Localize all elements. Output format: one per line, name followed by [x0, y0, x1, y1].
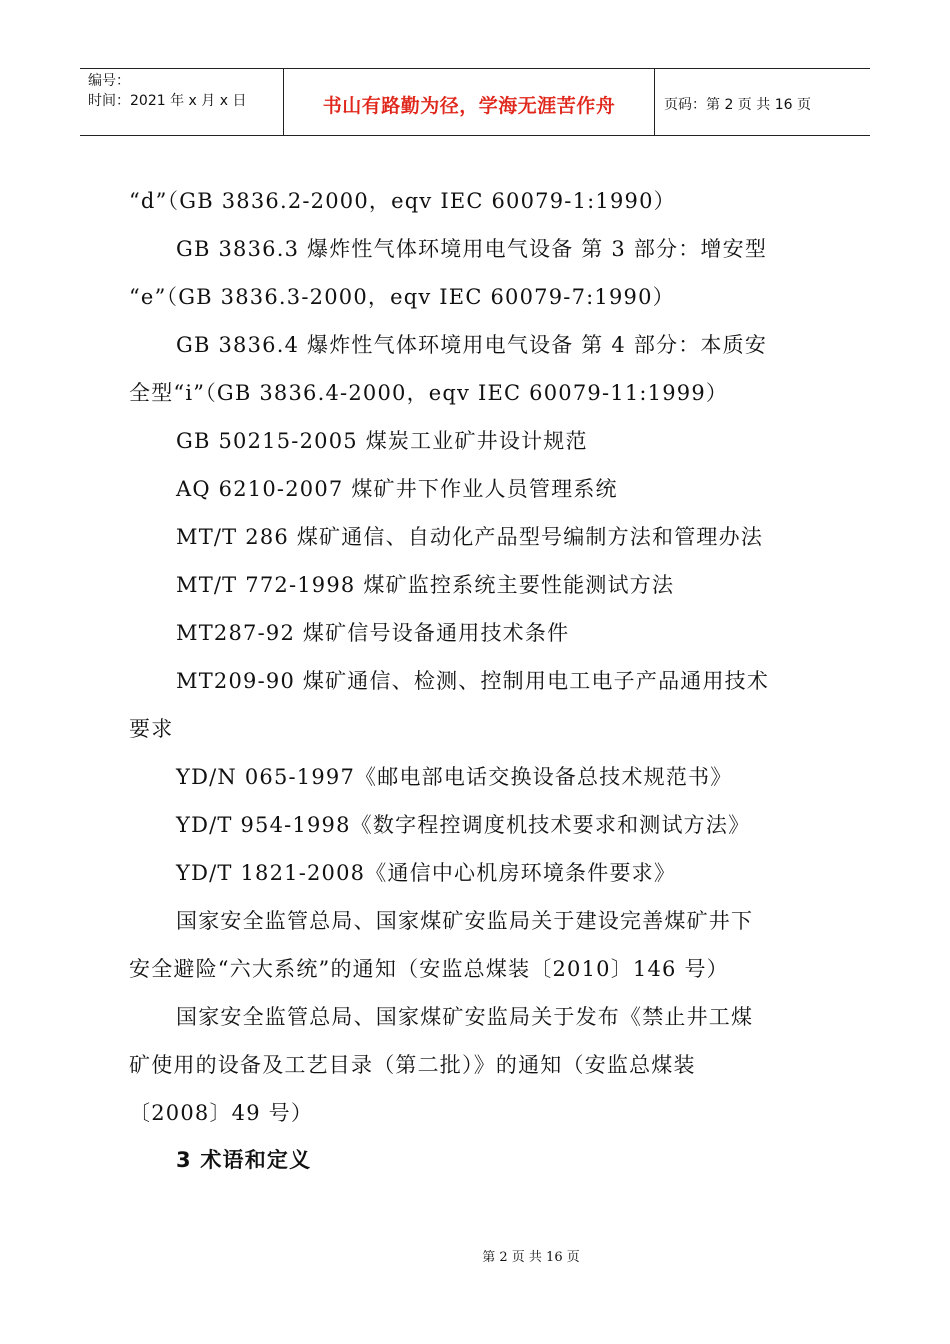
body-line: 全型“i”（GB 3836.4-2000，eqv IEC 60079-11:1999） — [129, 381, 729, 405]
page-footer: 第 2 页 共 16 页 — [482, 1250, 580, 1265]
document-time-label: 时间：2021 年 x 月 x 日 — [88, 93, 247, 109]
body-line: MT209-90 煤矿通信、检测、控制用电工电子产品通用技术 — [176, 669, 770, 693]
body-line: YD/T 954-1998《数字程控调度机技术要求和测试方法》 — [176, 813, 751, 837]
body-line: GB 3836.4 爆炸性气体环境用电气设备 第 4 部分：本质安 — [176, 333, 768, 357]
page-header — [80, 68, 870, 136]
body-line: MT287-92 煤矿信号设备通用技术条件 — [176, 621, 570, 645]
body-line: “e”（GB 3836.3-2000，eqv IEC 60079-7:1990） — [129, 285, 675, 309]
body-line: 国家安全监管总局、国家煤矿安监局关于发布《禁止井工煤 — [176, 1005, 754, 1029]
header-page-info: 页码：第 2 页 共 16 页 — [664, 97, 811, 113]
body-line: MT/T 286 煤矿通信、自动化产品型号编制方法和管理办法 — [176, 525, 764, 549]
header-motto: 书山有路勤为径，学海无涯苦作舟 — [322, 94, 616, 117]
body-line: 国家安全监管总局、国家煤矿安监局关于建设完善煤矿井下 — [176, 909, 754, 933]
body-line: YD/N 065-1997《邮电部电话交换设备总技术规范书》 — [176, 765, 733, 789]
body-line: 要求 — [129, 717, 174, 741]
header-motto-cell — [283, 69, 655, 135]
body-line: 矿使用的设备及工艺目录（第二批）》的通知（安监总煤装 — [129, 1053, 696, 1077]
body-line: 安全避险“六大系统”的通知（安监总煤装〔2010〕146 号） — [129, 957, 729, 981]
body-line: MT/T 772-1998 煤矿监控系统主要性能测试方法 — [176, 573, 675, 597]
body-line: GB 3836.3 爆炸性气体环境用电气设备 第 3 部分：增安型 — [176, 237, 768, 261]
body-line: GB 50215-2005 煤炭工业矿井设计规范 — [176, 429, 588, 453]
body-line: “d”（GB 3836.2-2000，eqv IEC 60079-1:1990） — [129, 189, 676, 213]
document-number-label: 编号： — [88, 73, 130, 89]
body-line: AQ 6210-2007 煤矿井下作业人员管理系统 — [176, 477, 618, 501]
header-meta — [80, 69, 283, 135]
body-line: 〔2008〕49 号） — [129, 1101, 314, 1125]
section-heading: 3 术语和定义 — [176, 1148, 312, 1172]
header-page-cell — [655, 69, 870, 135]
body-line: YD/T 1821-2008《通信中心机房环境条件要求》 — [176, 861, 677, 885]
